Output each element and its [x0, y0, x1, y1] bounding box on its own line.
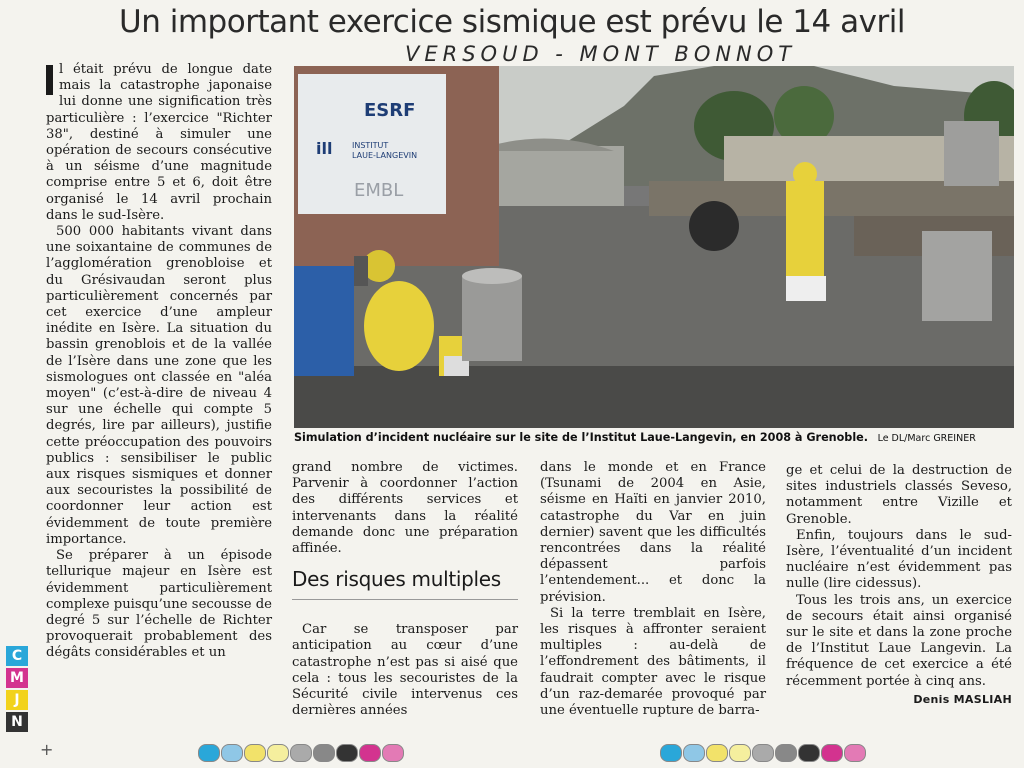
article-column-3: [540, 460, 766, 719]
drop-cap-letter-i: [46, 65, 53, 95]
article-paragraph: Car se transposer par anticipation au cœur d’une catastrophe n’est pas si aisé que cela : tous les secouristes de la Sécurité civile intervenus ces dernières années: [292, 622, 518, 719]
article-paragraph: Tous les trois ans, un exercice de secours était ainsi organisé sur le site et dans la zone proche de l’Institut Laue Langevin. La fréquence de cet exercice a été récemment portée à cinq ans.: [786, 592, 1012, 689]
article-paragraph: Se préparer à un épisode tellurique majeur en Isère est évidemment particulièrement complexe puisqu’une secousse de degré 5 sur l’échelle de Richter provoquerait probablement des dégâts considérables et un: [46, 548, 272, 661]
headline: Un important exercice sismique est prévu le 14 avril: [119, 4, 905, 40]
article-paragraph: Si la terre tremblait en Isère, les risques à affronter seraient multiples : au-delà de l’effondrement des bâtiments, il faudrait compter avec le risque d’un raz-demarée provoqué par une éventuelle rupture de barra-: [540, 605, 766, 719]
cmjn-mark-c: C: [6, 646, 28, 666]
sign-text-institut: INSTITUT: [352, 141, 389, 150]
article-column-1: [46, 62, 272, 662]
sign-text-laue-langevin: LAUE-LANGEVIN: [352, 151, 418, 160]
article-paragraph: 500 000 habitants vivant dans une soixantaine de communes de l’agglomération grenobloise et du Grésivaudan seront plus particulièrement concernés par cet exercice d’une ampleur inédite en Isère. La situation du bassin grenoblois et de la vallée de l’Isère dans une zone que les sismologues ont classée en "aléa moyen" (c’est-à-dire de niveau 4 sur une échelle qui compte 5 degrés, lire par ailleurs), justifie cette préoccupation des pouvoirs publics : sensibiliser le public aux risques sismiques et donner aux secouristes la possibilité de coordonner leur action est évidemment de toute première importance.: [46, 224, 272, 547]
article-paragraph: Enfin, toujours dans le sud-Isère, l’éventualité d’un incident nucléaire n’est évidemment pas nulle (lire cidessus).: [786, 527, 1012, 592]
color-calibration-bar-right: [660, 744, 867, 762]
article-paragraph: grand nombre de victimes. Parvenir à coordonner l’action des différents services et intervenants dans la réalité demande donc une préparation affinée.: [292, 460, 518, 557]
sign-text-esrf: ESRF: [364, 100, 416, 121]
cmjn-mark-j: J: [6, 690, 28, 710]
cmjn-mark-n: N: [6, 712, 28, 732]
sign-text-embl: EMBL: [354, 180, 404, 201]
cmjn-mark-m: M: [6, 668, 28, 688]
article-paragraph: ge et celui de la destruction de sites industriels classés Seveso, notamment entre Vizille et Grenoble.: [786, 463, 1012, 527]
article-paragraph: l était prévu de longue date mais la catastrophe japonaise lui donne une signification très particulière : l’exercice "Richter 38", destiné à simuler une opération de secours consécutive à un séisme d’une magnitude comprise entre 5 et 6, doit être organisé le 14 avril prochain dans le sud-Isère.: [46, 62, 272, 223]
cmjn-color-marks: [6, 646, 28, 734]
article-paragraph: dans le monde et en France (Tsunami de 2004 en Asie, séisme en Haïti en janvier 2010, catastrophe du Var en juin dernier) savent que les difficultés rencontrées dans la réalité dépassent parfois l’entendement... et donc la prévision.: [540, 460, 766, 605]
photo-nuclear-drill: [294, 66, 1014, 428]
subheading: Des risques multiples: [292, 567, 518, 600]
photo-caption: [294, 431, 1014, 444]
sign-logo-ill: ill: [316, 139, 333, 158]
byline: Denis MASLIAH: [913, 692, 1012, 706]
photo-credit: Le DL/Marc GREINER: [877, 433, 976, 444]
caption-text: Simulation d’incident nucléaire sur le site de l’Institut Laue-Langevin, en 2008 à Grenoble.: [294, 431, 868, 444]
color-calibration-bar-left: [198, 744, 405, 762]
registration-mark-icon: +: [40, 740, 54, 759]
article-column-2: [292, 460, 518, 719]
article-column-4: [786, 463, 1012, 708]
handwritten-note: VERSOUD - MONT BONNOT: [405, 42, 797, 66]
